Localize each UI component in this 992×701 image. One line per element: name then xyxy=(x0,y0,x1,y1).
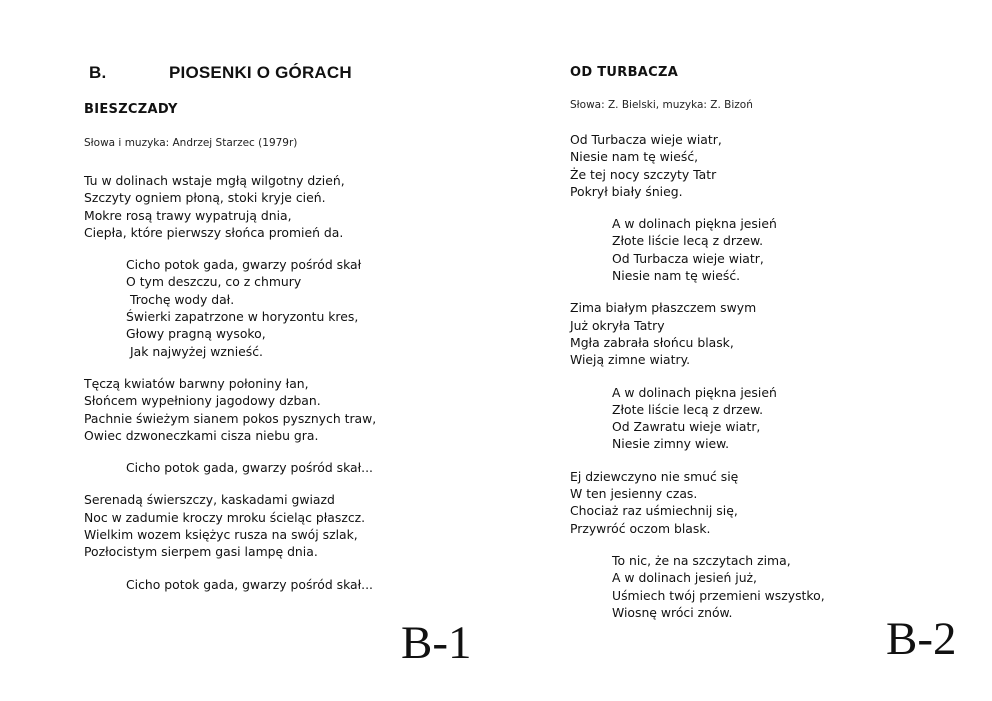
lyric-line: Wieją zimne wiatry. xyxy=(570,352,691,368)
lyric-line: Owiec dzwoneczkami cisza niebu gra. xyxy=(84,427,319,443)
lyric-line: Noc w zadumie kroczy mroku ścieląc płaszcz. xyxy=(84,509,366,525)
lyric-line: Że tej nocy szczyty Tatr xyxy=(570,166,717,182)
lyric-line: Jak najwyżej wznieść. xyxy=(130,343,263,359)
lyric-line: Cicho potok gada, gwarzy pośród skał... xyxy=(126,576,373,592)
lyric-line: Złote liście lecą z drzew. xyxy=(612,401,764,417)
page-label-right: B-2 xyxy=(886,613,957,665)
lyric-line: Pozłocistym sierpem gasi lampę dnia. xyxy=(84,544,318,560)
right-page xyxy=(496,0,992,701)
lyric-line: Od Turbacza wieje wiatr, xyxy=(612,250,764,266)
stanza-verse xyxy=(570,131,825,200)
stanza-verse xyxy=(84,491,376,560)
lyric-line: Zima białym płaszczem swym xyxy=(570,300,757,316)
lyric-line: A w dolinach piękna jesień xyxy=(612,384,777,400)
stanza-chorus xyxy=(570,552,825,621)
lyric-line: Mgła zabrała słońcu blask, xyxy=(570,334,734,350)
section-title: PIOSENKI O GÓRACH xyxy=(169,63,352,82)
lyric-line: Ej dziewczyno nie smuć się xyxy=(570,468,739,484)
lyrics-bieszczady xyxy=(84,172,376,593)
stanza-chorus xyxy=(570,215,825,284)
song-title-od-turbacza: OD TURBACZA xyxy=(570,65,679,80)
lyric-line: Niesie nam tę wieść. xyxy=(612,268,741,284)
lyric-line: Niesie zimny wiew. xyxy=(612,436,730,452)
lyric-line: Niesie nam tę wieść, xyxy=(570,149,699,165)
stanza-chorus xyxy=(84,459,376,476)
lyric-line: Od Zawratu wieje wiatr, xyxy=(612,419,761,435)
page-label-left: B-1 xyxy=(401,617,472,669)
lyric-line: W ten jesienny czas. xyxy=(570,486,698,502)
lyric-line: Pachnie świeżym sianem pokos pysznych traw, xyxy=(84,410,377,426)
lyric-line: Cicho potok gada, gwarzy pośród skał... xyxy=(126,460,373,476)
lyric-line: Uśmiech twój przemieni wszystko, xyxy=(612,587,825,603)
song-credits-bieszczady: Słowa i muzyka: Andrzej Starzec (1979r) xyxy=(84,137,298,149)
stanza-verse xyxy=(570,468,825,537)
lyric-line: Mokre rosą trawy wypatrują dnia, xyxy=(84,207,292,223)
lyric-line: Świerki zapatrzone w horyzontu kres, xyxy=(126,309,359,325)
lyric-line: Pokrył biały śnieg. xyxy=(570,183,683,199)
lyric-line: Cicho potok gada, gwarzy pośród skał xyxy=(126,257,362,273)
lyric-line: Ciepła, które pierwszy słońca promień da. xyxy=(84,224,344,240)
stanza-verse xyxy=(84,172,376,241)
lyric-line: Serenadą świerszczy, kaskadami gwiazd xyxy=(84,492,335,508)
lyric-line: Od Turbacza wieje wiatr, xyxy=(570,132,722,147)
stanza-chorus xyxy=(84,576,376,593)
song-credits-od-turbacza: Słowa: Z. Bielski, muzyka: Z. Bizoń xyxy=(570,99,753,111)
lyric-line: A w dolinach jesień już, xyxy=(612,570,757,586)
lyric-line: Wiosnę wróci znów. xyxy=(612,604,733,620)
stanza-chorus xyxy=(570,384,825,453)
stanza-chorus xyxy=(84,256,376,360)
lyric-line: Tu w dolinach wstaje mgłą wilgotny dzień, xyxy=(84,173,345,188)
song-title-bieszczady: BIESZCZADY xyxy=(84,102,178,117)
lyric-line: Szczyty ogniem płoną, stoki kryje cień. xyxy=(84,190,326,206)
stanza-verse xyxy=(84,375,376,444)
lyric-line: To nic, że na szczytach zima, xyxy=(612,552,791,568)
lyrics-od-turbacza xyxy=(570,131,825,621)
section-letter: B. xyxy=(89,63,107,82)
lyric-line: Już okryła Tatry xyxy=(570,317,665,333)
lyric-line: Złote liście lecą z drzew. xyxy=(612,233,764,249)
lyric-line: Wielkim wozem księżyc rusza na swój szlak, xyxy=(84,527,358,543)
lyric-line: Trochę wody dał. xyxy=(130,291,235,307)
lyric-line: Słońcem wypełniony jagodowy dzban. xyxy=(84,393,321,409)
lyric-line: Głowy pragną wysoko, xyxy=(126,326,266,342)
lyric-line: Przywróć oczom blask. xyxy=(570,520,711,536)
lyric-line: Tęczą kwiatów barwny połoniny łan, xyxy=(84,375,309,391)
lyric-line: A w dolinach piękna jesień xyxy=(612,216,777,232)
lyric-line: O tym deszczu, co z chmury xyxy=(126,274,302,290)
lyric-line: Chociaż raz uśmiechnij się, xyxy=(570,503,738,519)
section-header xyxy=(89,63,352,83)
stanza-verse xyxy=(570,299,825,368)
